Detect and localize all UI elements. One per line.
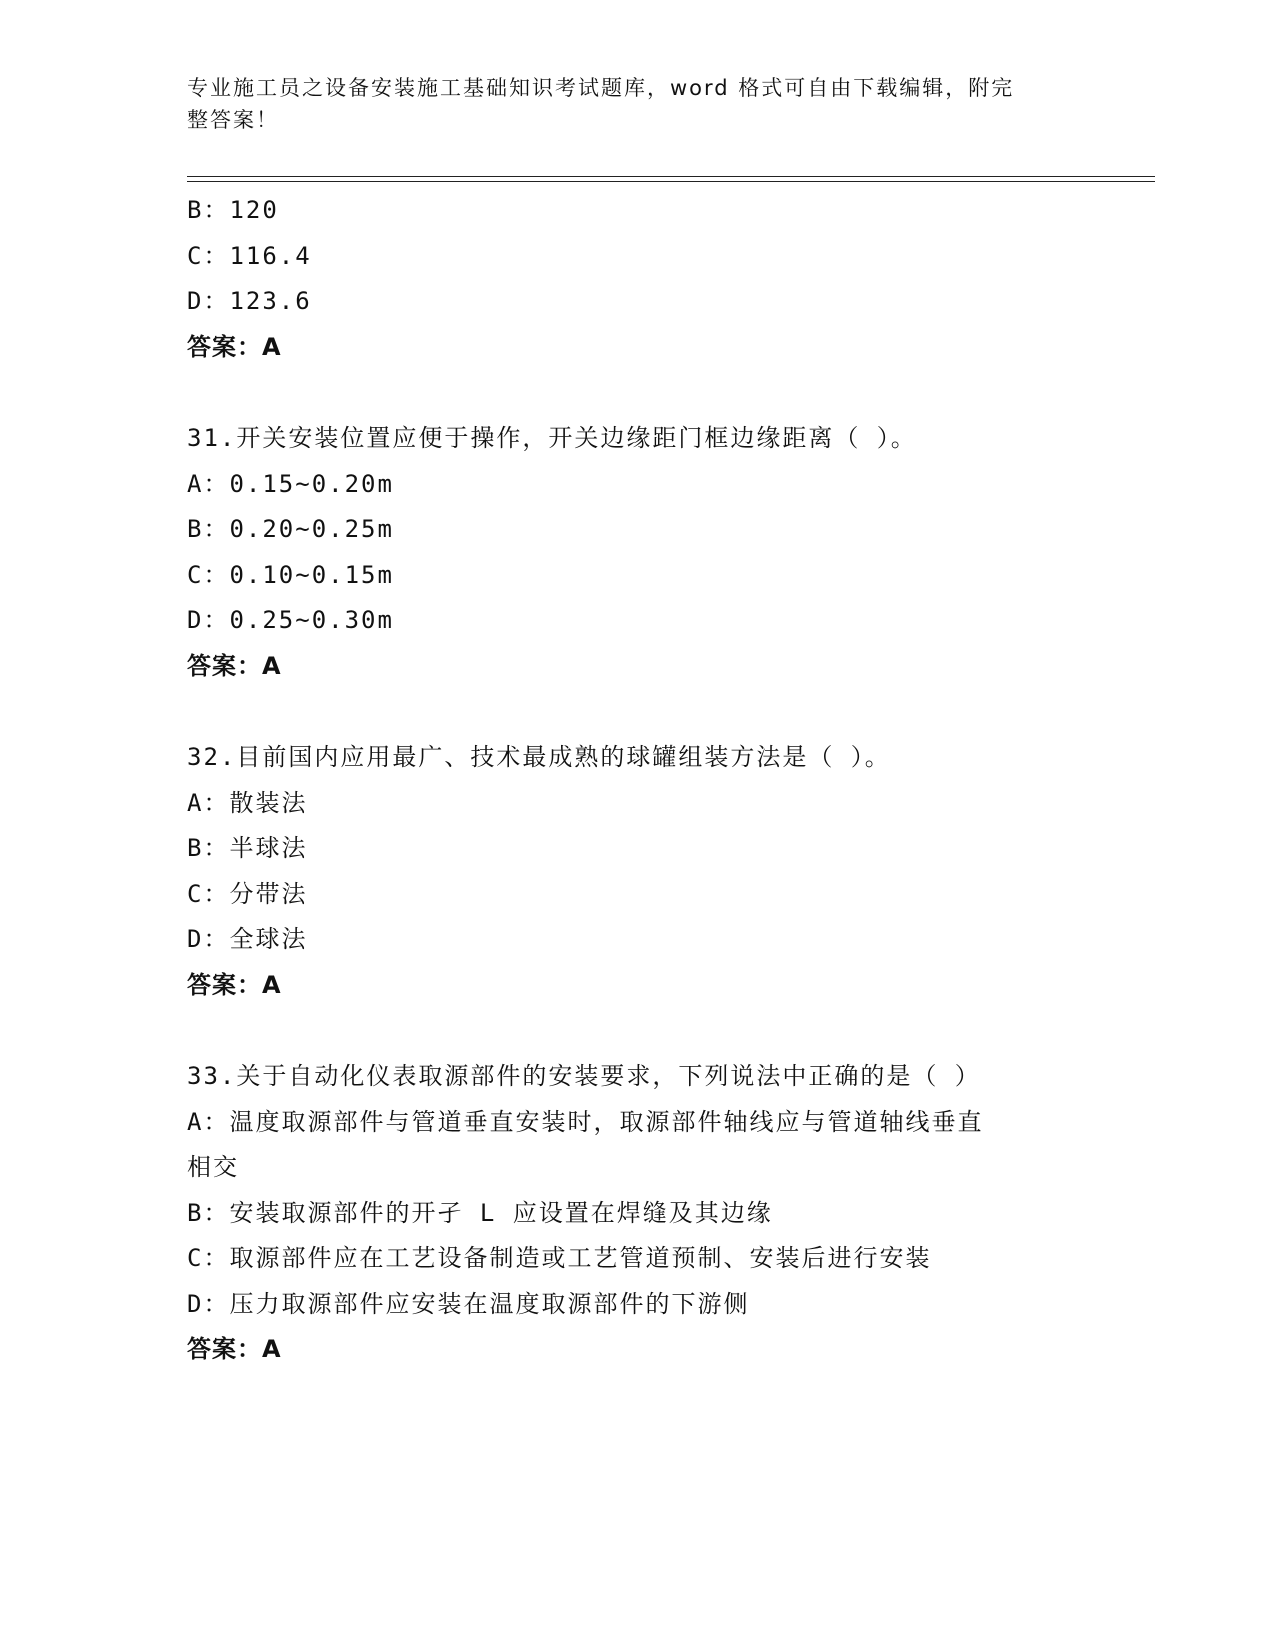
question-30-partial [187,188,1087,370]
question-stem: 31.开关安装位置应便于操作，开关边缘距门框边缘距离（ ）。 [187,424,917,452]
answer: 答案：A [187,970,282,999]
header-title-line-1: 专业施工员之设备安装施工基础知识考试题库，word 格式可自由下载编辑，附完 [187,76,1015,100]
question-32 [187,735,1087,1008]
header-title-line-2: 整答案！ [187,108,279,132]
option-c: C：0.10~0.15m [187,560,394,589]
answer: 答案：A [187,1335,282,1363]
option-d: D：0.25~0.30m [187,606,394,634]
header-divider-bottom [187,181,1155,182]
question-spacer [187,1008,1087,1054]
option-b: B：0.20~0.25m [187,515,394,543]
option-a: A：散装法 [187,788,308,817]
document-header [187,72,1067,136]
question-stem: 33.关于自动化仪表取源部件的安装要求，下列说法中正确的是（ ） [187,1062,981,1090]
option-b: B：半球法 [187,834,308,862]
question-33 [187,1054,1087,1373]
answer: 答案：A [187,651,282,680]
option-a: A：0.15~0.20m [187,469,394,498]
header-divider-top [187,176,1155,177]
question-content [187,188,1087,1373]
option-c: C：分带法 [187,879,308,908]
option-a-line-2: 相交 [187,1153,239,1181]
option-b: B：安装取源部件的开孑 L 应设置在焊缝及其边缘 [187,1198,773,1227]
option-d: D：123.6 [187,287,312,315]
option-d: D：压力取源部件应安装在温度取源部件的下游侧 [187,1289,750,1318]
option-c: C：取源部件应在工艺设备制造或工艺管道预制、安装后进行安装 [187,1244,932,1272]
option-d: D：全球法 [187,925,308,953]
answer: 答案：A [187,332,282,361]
question-stem: 32.目前国内应用最广、技术最成熟的球罐组装方法是（ ）。 [187,743,891,771]
question-spacer [187,689,1087,735]
question-spacer [187,370,1087,416]
question-31 [187,416,1087,689]
option-a-line-1: A：温度取源部件与管道垂直安装时，取源部件轴线应与管道轴线垂直 [187,1107,984,1136]
option-c: C：116.4 [187,241,312,270]
option-b: B：120 [187,196,279,224]
